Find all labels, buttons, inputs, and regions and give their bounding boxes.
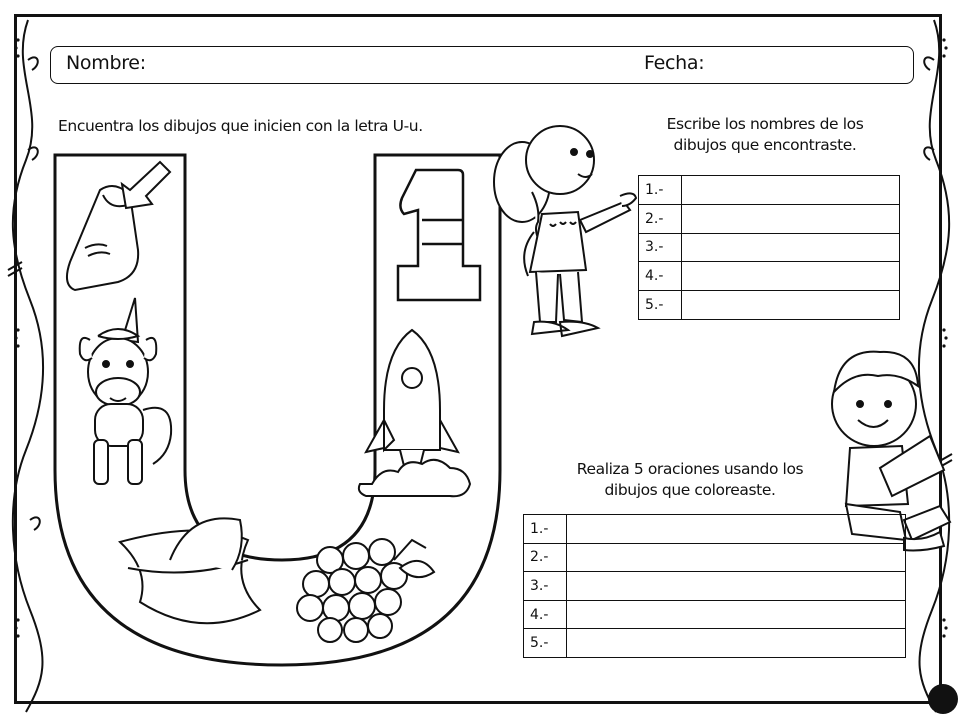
sentences-row-number: 2.- xyxy=(524,543,567,572)
names-row-line[interactable] xyxy=(682,291,900,320)
sentences-row-number: 4.- xyxy=(524,600,567,629)
sentences-row-number: 3.- xyxy=(524,572,567,601)
sentences-row-line[interactable] xyxy=(567,572,906,601)
names-row-number: 4.- xyxy=(639,262,682,291)
find-instruction: Encuentra los dibujos que inicien con la letra U-u. xyxy=(58,117,423,135)
sentences-table xyxy=(523,514,906,658)
names-row-line[interactable] xyxy=(682,233,900,262)
names-row-number: 2.- xyxy=(639,204,682,233)
publisher-logo-icon xyxy=(928,684,958,714)
sentences-row-number: 5.- xyxy=(524,629,567,658)
write-instruction-line1: Escribe los nombres de los xyxy=(666,115,864,133)
sentences-instruction-line2: dibujos que coloreaste. xyxy=(604,481,776,499)
names-row-number: 3.- xyxy=(639,233,682,262)
sentences-instruction-line1: Realiza 5 oraciones usando los xyxy=(576,460,804,478)
write-instruction-line2: dibujos que encontraste. xyxy=(673,136,857,154)
sentences-row-line[interactable] xyxy=(567,543,906,572)
sentences-row-line[interactable] xyxy=(567,600,906,629)
names-row-line[interactable] xyxy=(682,262,900,291)
name-label: Nombre: xyxy=(66,52,146,74)
names-table xyxy=(638,175,900,320)
date-label: Fecha: xyxy=(644,52,705,74)
sentences-row-line[interactable] xyxy=(567,515,906,544)
names-row-number: 1.- xyxy=(639,176,682,205)
names-row-line[interactable] xyxy=(682,176,900,205)
names-row-line[interactable] xyxy=(682,204,900,233)
sentences-row-number: 1.- xyxy=(524,515,567,544)
sentences-row-line[interactable] xyxy=(567,629,906,658)
names-row-number: 5.- xyxy=(639,291,682,320)
